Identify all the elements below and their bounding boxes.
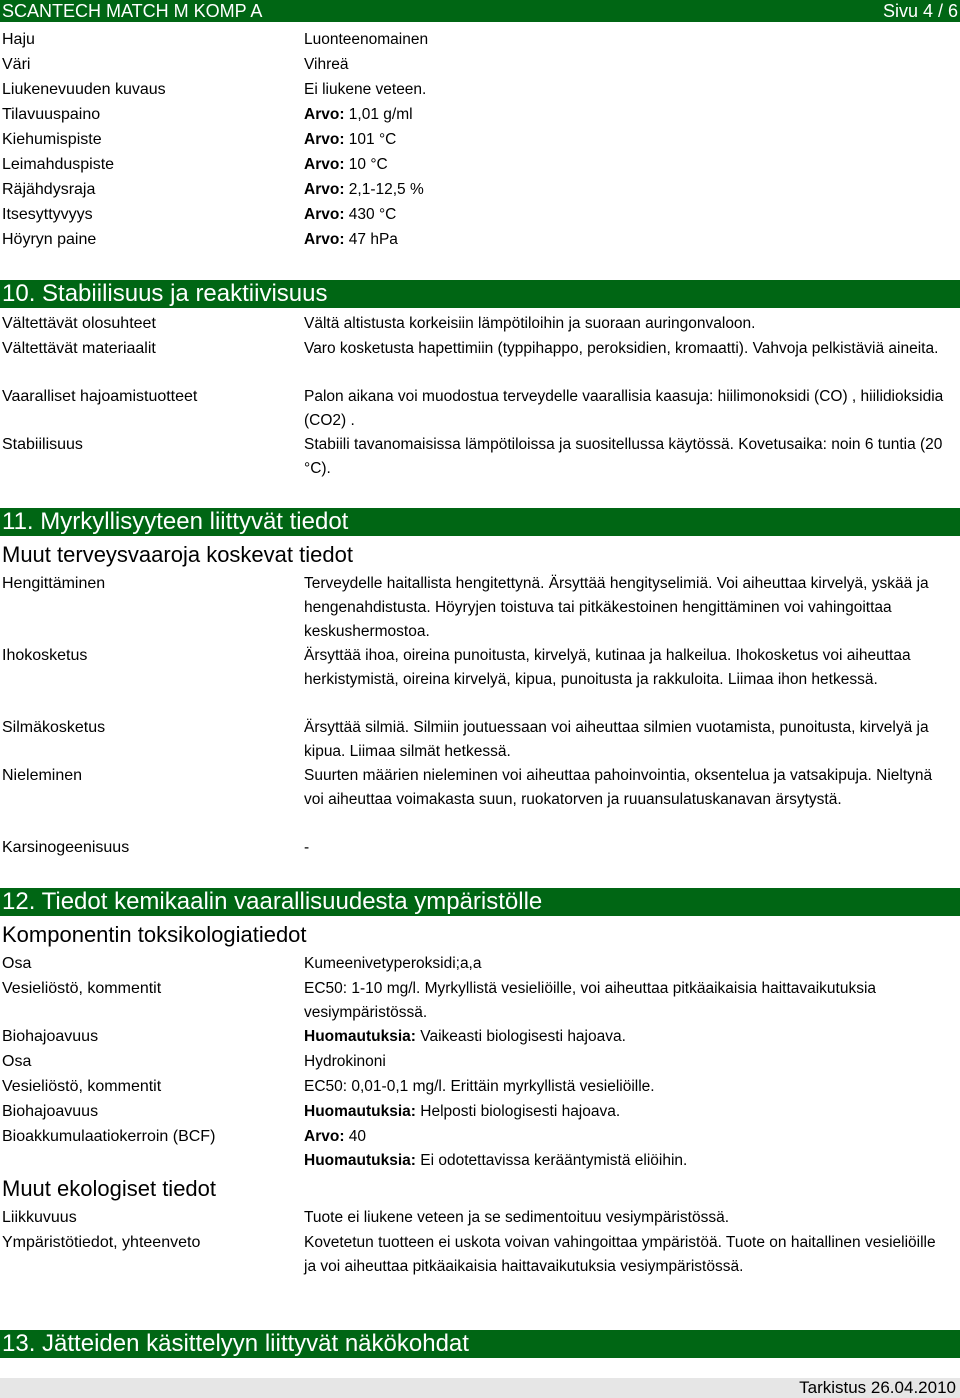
row-label: Osa (2, 955, 32, 972)
property-row (0, 128, 960, 153)
table-row (0, 1100, 960, 1125)
section-12-subtitle: Komponentin toksikologiatiedot (2, 922, 307, 947)
value-text: Ei odotettavissa kerääntymistä eliöihin. (415, 1152, 688, 1169)
value-text: 1,01 g/ml (344, 106, 413, 123)
properties-table (0, 28, 960, 253)
row-label: Biohajoavuus (2, 1103, 99, 1120)
row-label: Karsinogeenisuus (2, 839, 130, 856)
row-value: Tuote ei liukene veteen ja se sedimentoituu vesiympäristössä. (304, 1209, 730, 1226)
row-label: Osa (2, 1053, 32, 1070)
value-prefix: Huomautuksia: (304, 1028, 416, 1045)
row-value (304, 1100, 944, 1124)
property-value (304, 103, 944, 127)
row-label: Nieleminen (2, 767, 83, 784)
property-label: Liukenevuuden kuvaus (2, 81, 166, 98)
property-row (0, 178, 960, 203)
table-row (0, 716, 960, 764)
table-row (0, 433, 960, 481)
value-text: 101 °C (344, 131, 397, 148)
row-label: Biohajoavuus (2, 1028, 99, 1045)
value-prefix: Arvo: (304, 156, 345, 173)
table-row (0, 1149, 960, 1174)
row-value: Terveydelle haitallista hengitettynä. Ärsyttää hengityselimiä. Voi aiheuttaa kirvelyä, yskää ja hengenahdistusta. Höyryjen toistuva tai pitkäkestoinen hengittäminen voi vahingoittaa keskushermostoa. (304, 575, 929, 640)
section-11-title: 11. Myrkyllisyyteen liittyvät tiedot (0, 508, 960, 536)
property-row (0, 28, 960, 53)
value-text: 10 °C (344, 156, 388, 173)
table-row (0, 1050, 960, 1075)
property-row (0, 203, 960, 228)
row-label: Ympäristötiedot, yhteenveto (2, 1234, 201, 1251)
table-row (0, 1075, 960, 1100)
row-label: Vältettävät olosuhteet (2, 315, 156, 332)
row-value: Hydrokinoni (304, 1053, 386, 1070)
section-11-subtitle: Muut terveysvaaroja koskevat tiedot (2, 542, 353, 567)
section-13-title: 13. Jätteiden käsittelyyn liittyvät näkökohdat (0, 1330, 960, 1358)
property-label: Räjähdysraja (2, 181, 96, 198)
table-row (0, 337, 960, 385)
row-value: Ärsyttää silmiä. Silmiin joutuessaan voi aiheuttaa silmien vuotamista, punoitusta, kirvelyä ja kipua. Liimaa silmät hetkessä. (304, 719, 929, 760)
section-12-title: 12. Tiedot kemikaalin vaarallisuudesta ympäristölle (0, 888, 960, 916)
section-10-title: 10. Stabiilisuus ja reaktiivisuus (0, 280, 960, 308)
value-prefix: Arvo: (304, 181, 345, 198)
row-value: Kumeenivetyperoksidi;a,a (304, 955, 482, 972)
property-value (304, 228, 944, 252)
row-value: Varo kosketusta hapettimiin (typpihappo, peroksidien, kromaatti). Vahvoja pelkistäviä aineita. (304, 340, 939, 357)
section-12-subtitle-2: Muut ekologiset tiedot (2, 1176, 217, 1201)
table-row (0, 952, 960, 977)
value-prefix: Arvo: (304, 231, 345, 248)
table-row (0, 764, 960, 836)
property-label: Haju (2, 31, 35, 48)
document-title: SCANTECH MATCH M KOMP A (2, 1, 263, 21)
row-value (304, 1125, 944, 1149)
property-value: Ei liukene veteen. (304, 81, 427, 98)
row-label: Liikkuvuus (2, 1209, 77, 1226)
table-row (0, 644, 960, 716)
row-label: Bioakkumulaatiokerroin (BCF) (2, 1128, 216, 1145)
table-row (0, 1231, 960, 1303)
row-label: Vältettävät materiaalit (2, 340, 156, 357)
section-11-table (0, 572, 960, 861)
value-text: 47 hPa (344, 231, 398, 248)
row-label: Vesieliöstö, kommentit (2, 1078, 162, 1095)
property-label: Leimahduspiste (2, 156, 115, 173)
row-label: Silmäkosketus (2, 719, 106, 736)
row-label: Ihokosketus (2, 647, 88, 664)
property-row (0, 103, 960, 128)
property-value: Luonteenomainen (304, 31, 429, 48)
property-label: Itsesyttyvyys (2, 206, 93, 223)
section-12-table-2 (0, 1206, 960, 1303)
value-prefix: Arvo: (304, 206, 345, 223)
table-row (0, 312, 960, 337)
value-text: Helposti biologisesti hajoava. (415, 1103, 621, 1120)
row-label: Hengittäminen (2, 575, 106, 592)
table-row (0, 836, 960, 861)
table-row (0, 385, 960, 433)
property-value (304, 128, 944, 152)
row-value: EC50: 0,01-0,1 mg/l. Erittäin myrkyllistä vesieliöille. (304, 1078, 655, 1095)
row-value: Ärsyttää ihoa, oireina punoitusta, kirvelyä, kutinaa ja halkeilua. Ihokosketus voi aiheuttaa herkistymistä, oireina kirvelyä, kipua, punoitusta ja rakkuloita. Liimaa ihon hetkessä. (304, 647, 911, 688)
property-value (304, 178, 944, 202)
property-label: Höyryn paine (2, 231, 97, 248)
section-12-table (0, 952, 960, 1174)
value-prefix: Arvo: (304, 1128, 345, 1145)
property-row (0, 78, 960, 103)
row-value: Stabiili tavanomaisissa lämpötiloissa ja suositellussa käytössä. Kovetusaika: noin 6 tuntia (20 °C). (304, 436, 943, 477)
footer-bar (0, 1378, 960, 1398)
table-row (0, 977, 960, 1025)
section-10-table (0, 312, 960, 481)
property-row (0, 228, 960, 253)
row-value (304, 1025, 944, 1049)
property-value (304, 153, 944, 177)
row-value (304, 1149, 944, 1173)
property-value (304, 203, 944, 227)
property-label: Kiehumispiste (2, 131, 102, 148)
revision-date: Tarkistus 26.04.2010 (799, 1378, 956, 1397)
row-value: - (304, 839, 310, 856)
row-value: Palon aikana voi muodostua terveydelle vaarallisia kaasuja: hiilimonoksidi (CO) , hiilidioksidia (CO2) . (304, 388, 944, 429)
row-value: Vältä altistusta korkeisiin lämpötiloihin ja suoraan auringonvaloon. (304, 315, 756, 332)
value-text: 430 °C (344, 206, 397, 223)
value-prefix: Arvo: (304, 131, 345, 148)
row-value: EC50: 1-10 mg/l. Myrkyllistä vesieliöille, voi aiheuttaa pitkäaikaisia haittavaikutuksia vesiympäristössä. (304, 980, 877, 1021)
header-bar (0, 0, 960, 22)
row-label: Stabiilisuus (2, 436, 83, 453)
property-value: Vihreä (304, 56, 349, 73)
property-label: Tilavuuspaino (2, 106, 101, 123)
table-row (0, 1206, 960, 1231)
row-label: Vaaralliset hajoamistuotteet (2, 388, 198, 405)
row-value: Kovetetun tuotteen ei uskota voivan vahingoittaa ympäristöä. Tuote on haitallinen vesieliöille ja voi aiheuttaa pitkäaikaisia haittavaikutuksia vesiympäristössä. (304, 1234, 936, 1275)
value-text: Vaikeasti biologisesti hajoava. (415, 1028, 626, 1045)
table-row (0, 572, 960, 644)
property-row (0, 53, 960, 78)
property-label: Väri (2, 56, 31, 73)
value-text: 40 (344, 1128, 367, 1145)
value-text: 2,1-12,5 % (344, 181, 424, 198)
row-value: Suurten määrien nieleminen voi aiheuttaa pahoinvointia, oksentelua ja vatsakipuja. Nieltynä voi aiheuttaa voimakasta suun, ruokatorven ja ruuansulatuskanavan ärsytystä. (304, 767, 933, 808)
table-row (0, 1025, 960, 1050)
value-prefix: Huomautuksia: (304, 1103, 416, 1120)
page-number: Sivu 4 / 6 (882, 1, 958, 21)
value-prefix: Huomautuksia: (304, 1152, 416, 1169)
row-label: Vesieliöstö, kommentit (2, 980, 162, 997)
property-row (0, 153, 960, 178)
value-prefix: Arvo: (304, 106, 345, 123)
table-row (0, 1125, 960, 1149)
